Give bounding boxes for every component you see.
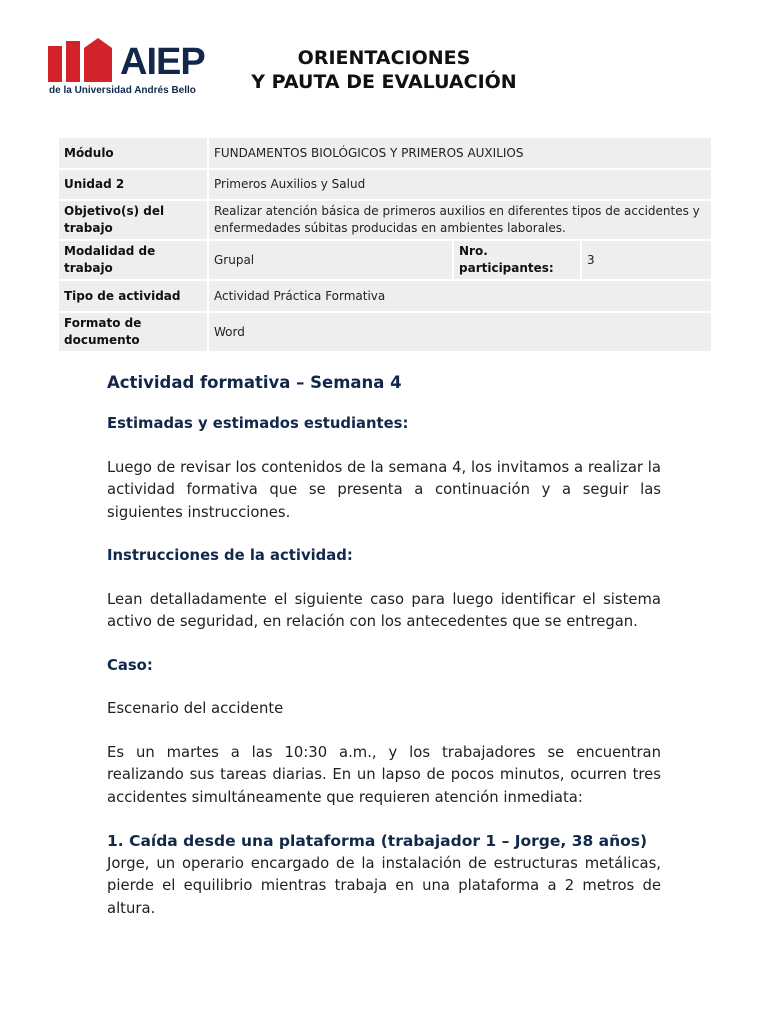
title-line-1: ORIENTACIONES <box>297 47 471 69</box>
scenario-paragraph: Es un martes a las 10:30 a.m., y los trabajadores se encuentran realizando sus tareas diarias. En un lapso de pocos minutos, ocurren tres accidentes simultáneamente que requieren atención inmediata: <box>107 743 661 806</box>
unidad-value: Primeros Auxilios y Salud <box>209 170 711 199</box>
aiep-logo <box>48 38 208 98</box>
activity-heading: Actividad formativa – Semana 4 <box>107 373 402 392</box>
accident-1-heading: 1. Caída desde una plataforma (trabajador 1 – Jorge, 38 años) <box>107 832 648 850</box>
participantes-value: 3 <box>582 241 711 279</box>
table-row <box>59 281 711 311</box>
case-heading: Caso: <box>107 656 153 674</box>
logo-subtitle: de la Universidad Andrés Bello <box>49 85 196 96</box>
greeting: Estimadas y estimados estudiantes: <box>107 415 409 432</box>
participantes-label: Nro. participantes: <box>454 241 580 279</box>
formato-value: Word <box>209 313 711 351</box>
document-title <box>200 46 568 94</box>
table-row <box>59 241 711 279</box>
objetivo-value: Realizar atención básica de primeros auxilios en diferentes tipos de accidentes y enfermedades súbitas producidas en ambientes laborales. <box>209 201 711 239</box>
intro-paragraph: Luego de revisar los contenidos de la semana 4, los invitamos a realizar la actividad formativa que se presenta a continuación y a seguir las siguientes instrucciones. <box>107 458 661 521</box>
table-row <box>59 201 711 239</box>
logo-wordmark: AIEP <box>120 41 205 83</box>
document-body <box>107 370 661 920</box>
accident-1-paragraph: Jorge, un operario encargado de la instalación de estructuras metálicas, pierde el equilibrio mientras trabaja en una plataforma a 2 metros de altura. <box>107 854 661 917</box>
modulo-value: FUNDAMENTOS BIOLÓGICOS Y PRIMEROS AUXILIOS <box>209 138 711 168</box>
title-line-2: Y PAUTA DE EVALUACIÓN <box>251 71 517 93</box>
formato-label: Formato de documento <box>59 313 207 351</box>
info-table <box>57 136 713 353</box>
tipo-value: Actividad Práctica Formativa <box>209 281 711 311</box>
instructions-heading: Instrucciones de la actividad: <box>107 547 353 564</box>
tipo-label: Tipo de actividad <box>59 281 207 311</box>
unidad-label: Unidad 2 <box>59 170 207 199</box>
table-row <box>59 170 711 199</box>
modalidad-label: Modalidad de trabajo <box>59 241 207 279</box>
table-row <box>59 138 711 168</box>
instructions-paragraph: Lean detalladamente el siguiente caso para luego identificar el sistema activo de seguridad, en relación con los antecedentes que se entregan. <box>107 590 661 630</box>
scenario-label: Escenario del accidente <box>107 700 284 717</box>
modalidad-value: Grupal <box>209 241 452 279</box>
aiep-logo-icon <box>48 38 118 82</box>
table-row <box>59 313 711 351</box>
modulo-label: Módulo <box>59 138 207 168</box>
objetivo-label: Objetivo(s) del trabajo <box>59 201 207 239</box>
